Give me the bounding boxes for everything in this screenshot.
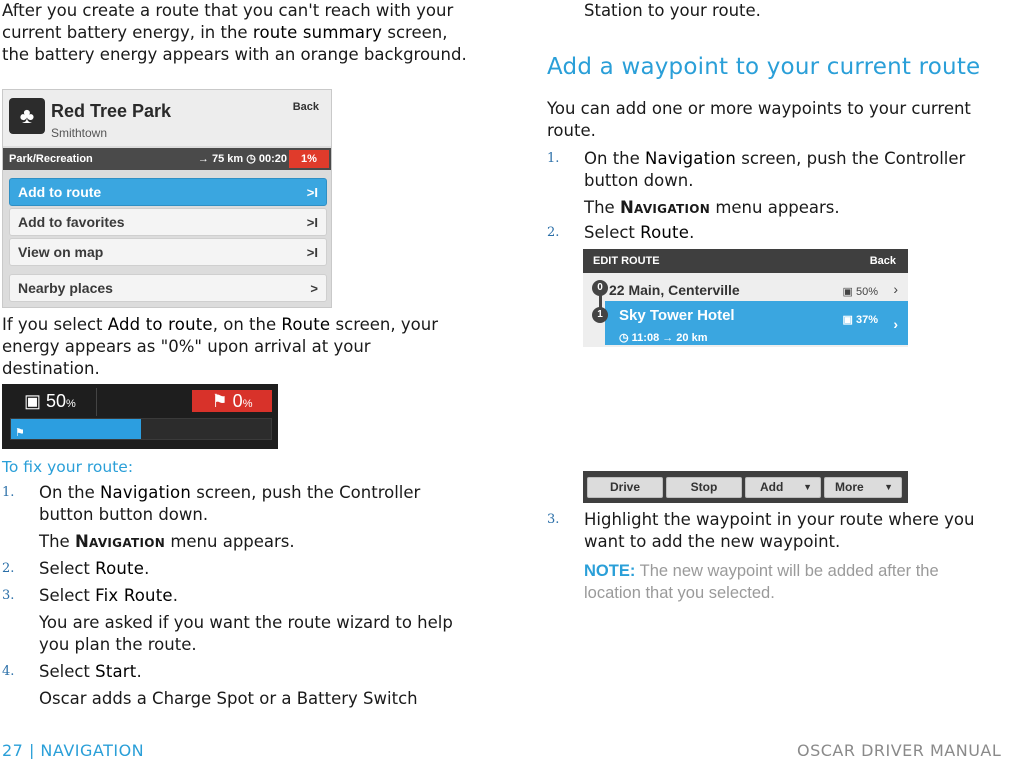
dropdown-arrow-icon: ▼ xyxy=(884,482,893,492)
waypoint-battery: ▣ 37% xyxy=(842,314,878,326)
more-label: More xyxy=(835,480,864,494)
step-text-post: . xyxy=(172,586,178,605)
select-text-mid: , on the xyxy=(212,315,282,334)
note-label: NOTE: xyxy=(584,562,636,580)
navigation-menu-term: Navigation xyxy=(619,198,711,217)
add-to-route-term: Add to route xyxy=(107,315,213,334)
step-3-result: You are asked if you want the route wizard to help you plan the route. xyxy=(39,613,453,654)
step-text xyxy=(584,148,997,192)
step-text-pre: On the xyxy=(584,149,646,168)
page-footer-right: OSCAR DRIVER MANUAL xyxy=(797,741,1002,759)
step-text-post: . xyxy=(144,559,150,578)
battery-value: 50% xyxy=(855,286,878,298)
menu-item-add-to-route[interactable] xyxy=(9,178,327,206)
distance-time: → 75 km ◷ 00:20 xyxy=(197,153,287,165)
chevron-icon: >I xyxy=(306,245,318,260)
step-number: 3. xyxy=(547,512,560,527)
battery-value: 37% xyxy=(855,314,878,326)
chevron-right-icon: › xyxy=(893,316,898,332)
step-number: 2. xyxy=(547,225,560,240)
step-text xyxy=(39,558,470,580)
waypoint-row-selected[interactable] xyxy=(605,301,908,345)
more-dropdown-button[interactable] xyxy=(824,477,902,498)
chevron-icon: > xyxy=(310,281,318,296)
step-3 xyxy=(2,585,470,607)
menu-item-add-to-favorites[interactable] xyxy=(9,208,327,236)
waypoint-name: Sky Tower Hotel xyxy=(619,307,735,324)
step-text xyxy=(39,585,470,607)
intro-text-pre: After you create a route that you can't reach with your current battery energy, in the xyxy=(2,1,454,42)
edit-route-screenshot xyxy=(583,249,908,347)
navigation-menu-term: Navigation xyxy=(74,532,166,551)
step-number: 1. xyxy=(547,151,560,166)
battery-badge: 1% xyxy=(289,150,329,168)
energy-progress-track xyxy=(10,418,272,440)
poi-info-bar xyxy=(3,148,331,170)
poi-title: Red Tree Park xyxy=(51,101,172,121)
waypoint-meta: ◷ 11:08 → 20 km xyxy=(619,332,708,344)
edit-route-title: EDIT ROUTE xyxy=(593,255,660,267)
step-number: 3. xyxy=(2,588,15,603)
step-4 xyxy=(2,661,470,683)
result-post: menu appears. xyxy=(710,198,840,217)
step-text-pre: On the xyxy=(39,483,101,502)
fix-route-heading: To fix your route: xyxy=(2,458,134,476)
arrival-energy-unit: % xyxy=(242,398,253,410)
step-number: 4. xyxy=(2,664,15,679)
step-text-post: . xyxy=(689,223,695,242)
step-text-pre: Select xyxy=(39,586,96,605)
divider xyxy=(96,388,97,416)
intro-text-post: screen, the battery energy appears with an orange background. xyxy=(2,23,467,64)
chevron-icon: >I xyxy=(306,215,318,230)
note xyxy=(584,560,984,604)
result-post: menu appears. xyxy=(165,532,295,551)
select-text-post: screen, your energy appears as "0%" upon arrival at your destination. xyxy=(2,315,438,378)
step-text xyxy=(584,222,997,244)
menu-item-label: Add to route xyxy=(18,184,102,200)
step-number: 1. xyxy=(2,485,15,500)
result-pre: The xyxy=(39,532,75,551)
result-pre: The xyxy=(584,198,620,217)
step-2 xyxy=(2,558,470,580)
chevron-icon: >I xyxy=(306,185,318,200)
arrival-energy: ⚑ 0% xyxy=(192,390,272,412)
menu-item-label: Nearby places xyxy=(18,280,113,296)
start-term: Start xyxy=(95,662,137,681)
current-energy-unit: % xyxy=(66,398,76,410)
poi-subtitle: Smithtown xyxy=(51,126,108,140)
route-term: Route xyxy=(281,315,331,334)
route-term: Route xyxy=(95,559,145,578)
current-energy: ▣ 50% xyxy=(24,391,76,411)
waypoint-battery: ▣ 50% xyxy=(842,286,878,298)
navigation-term: Navigation xyxy=(100,483,192,502)
menu-item-nearby-places[interactable] xyxy=(9,274,327,302)
waypoint-steps xyxy=(547,148,997,244)
step-1-result xyxy=(2,531,470,553)
route-toolbar-screenshot xyxy=(583,471,908,503)
step-text-pre: Select xyxy=(39,662,96,681)
select-text-pre: If you select xyxy=(2,315,108,334)
intro-paragraph xyxy=(2,0,470,66)
step-text-post: screen, push the Controller button down. xyxy=(584,149,966,190)
section-intro: You can add one or more waypoints to your current route. xyxy=(547,99,971,140)
step-3 xyxy=(547,509,997,553)
note-text: The new waypoint will be added after the location that you selected. xyxy=(584,562,939,602)
step-1-result xyxy=(547,197,997,219)
navigation-term: Navigation xyxy=(645,149,737,168)
route-term: Route xyxy=(640,223,690,242)
route-summary-term: route summary xyxy=(252,23,383,42)
step-text-post: screen, push the Controller button button down. xyxy=(39,483,421,524)
continued-text: Station to your route. xyxy=(584,1,761,20)
menu-item-label: Add to favorites xyxy=(18,214,125,230)
waypoint-name[interactable]: 22 Main, Centerville xyxy=(609,282,740,298)
step-text xyxy=(39,661,470,683)
dropdown-arrow-icon: ▼ xyxy=(803,482,812,492)
poi-header xyxy=(3,90,331,146)
arrival-energy-value: 0 xyxy=(232,391,243,411)
menu-item-label: View on map xyxy=(18,244,104,260)
drive-button[interactable]: Drive xyxy=(587,477,663,498)
page-footer-left: 27 | NAVIGATION xyxy=(2,741,145,759)
add-dropdown-button[interactable] xyxy=(745,477,821,498)
step-text-pre: Select xyxy=(39,559,96,578)
tree-icon: ♣ xyxy=(9,98,45,134)
step-text-post: . xyxy=(136,662,142,681)
step-text-pre: Select xyxy=(584,223,641,242)
select-paragraph xyxy=(2,314,470,380)
step-number: 2. xyxy=(2,561,15,576)
section-heading: Add a waypoint to your current route xyxy=(547,54,981,80)
edit-route-header xyxy=(583,249,908,273)
step-4-result: Oscar adds a Charge Spot or a Battery Switch xyxy=(39,689,418,708)
waypoint-pin-icon: 0 xyxy=(592,280,608,296)
route-summary-screenshot xyxy=(2,89,332,308)
stop-button[interactable]: Stop xyxy=(666,477,742,498)
fix-route-term: Fix Route xyxy=(95,586,173,605)
energy-screenshot xyxy=(2,384,278,449)
current-energy-value: 50 xyxy=(46,391,67,411)
step-text: Highlight the waypoint in your route where you want to add the new waypoint. xyxy=(584,510,975,551)
menu-item-view-on-map[interactable] xyxy=(9,238,327,266)
flag-icon: ⚑ xyxy=(15,427,25,439)
add-label: Add xyxy=(760,480,784,494)
back-button[interactable]: Back xyxy=(292,101,319,113)
energy-progress-fill xyxy=(11,419,141,439)
step-1 xyxy=(2,482,470,526)
step-2 xyxy=(547,222,997,244)
step-1 xyxy=(547,148,997,192)
fix-route-steps xyxy=(2,482,470,710)
waypoint-pin-icon: 1 xyxy=(592,307,608,323)
step-text xyxy=(39,482,470,526)
poi-category: Park/Recreation xyxy=(9,153,93,165)
chevron-right-icon: › xyxy=(893,281,898,297)
back-button[interactable]: Back xyxy=(869,255,896,267)
